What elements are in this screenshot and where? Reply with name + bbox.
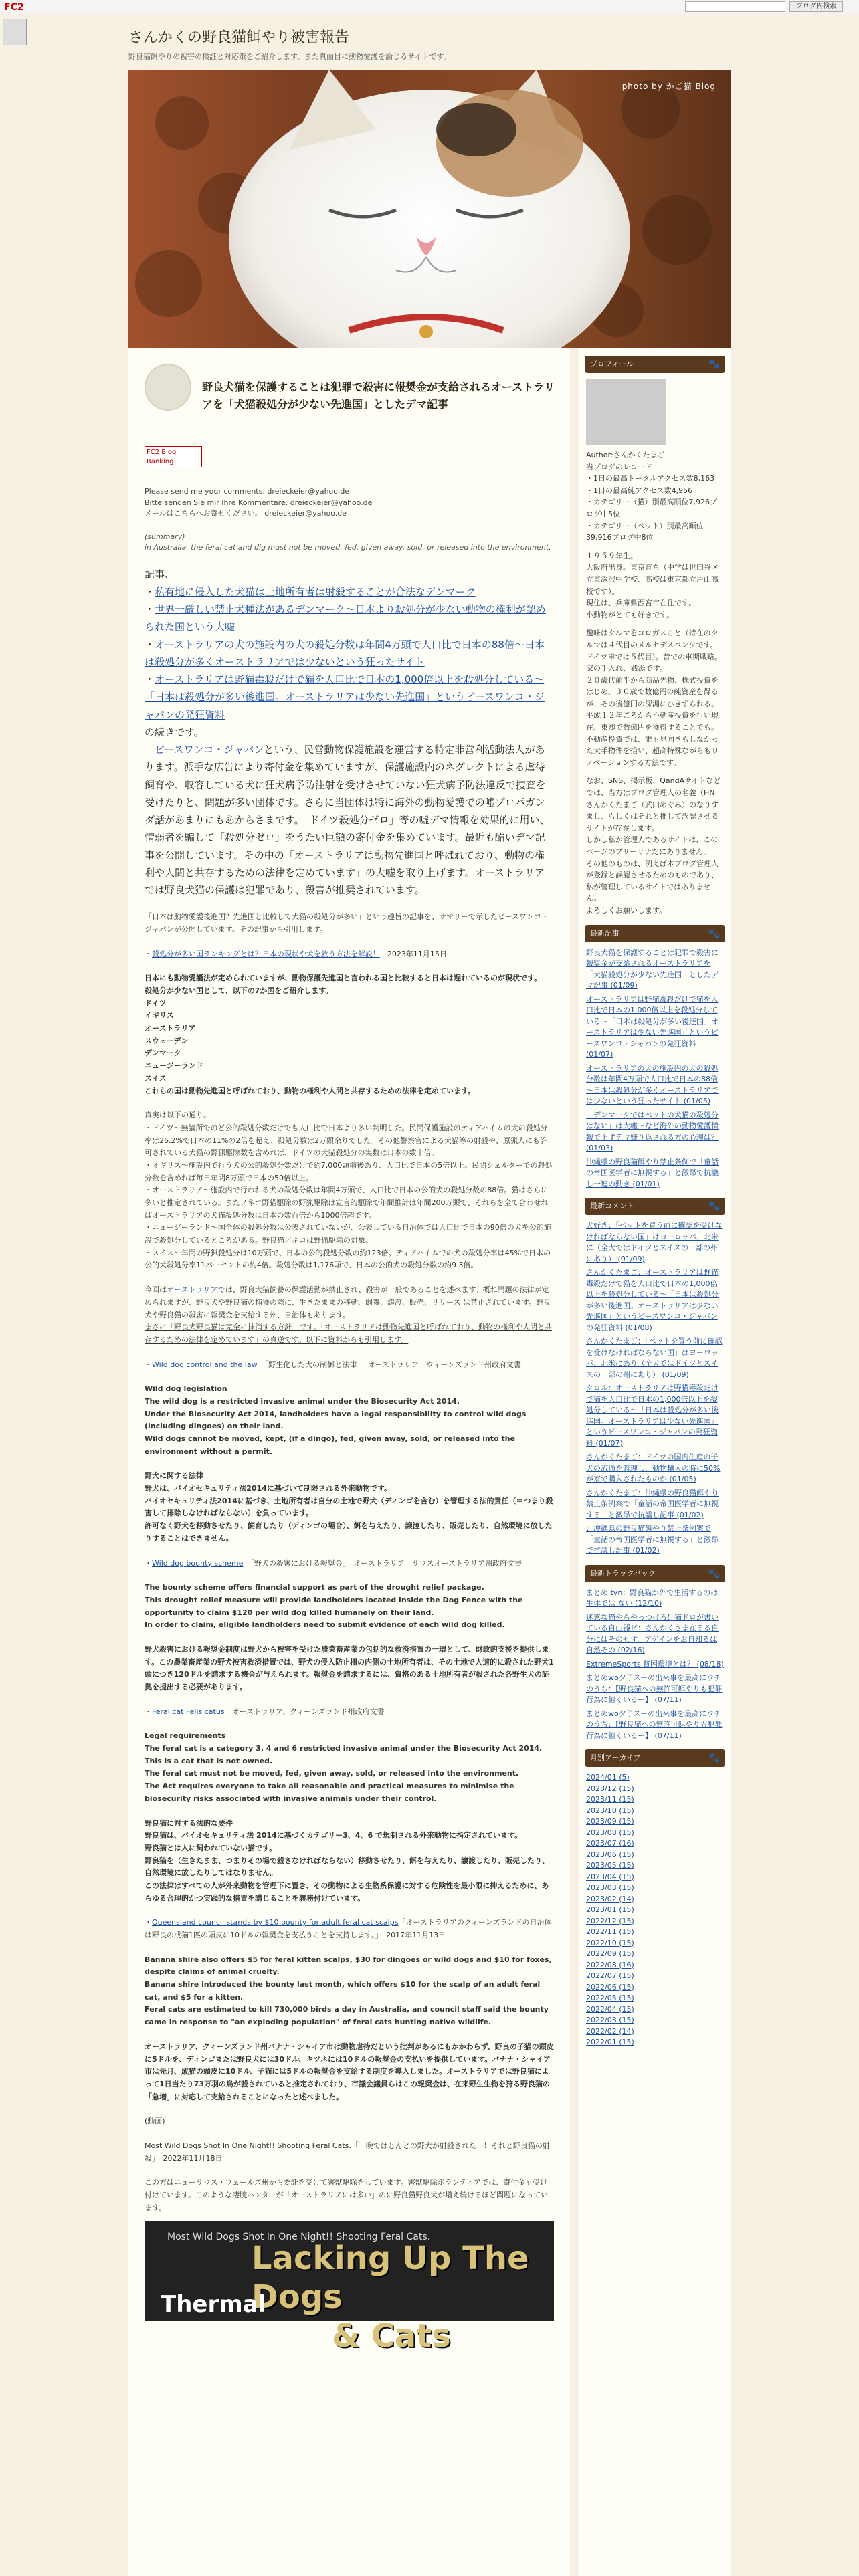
comment-link[interactable]: ：沖縄県の野良猫餌やり禁止条例案で「童話の帝国医学者に無視する」と激昂で抗議し記事 (01/02): [586, 1524, 719, 1555]
source-1-japanese: 野犬に関する法律 野犬は、バイオセキュリティ法2014に基づいて制限される外来動物です。 バイオセキュリティ法2014に基づき、土地所有者は自分の土地で野犬（ディンゴを含む）を管理する法的責任（＝つまり殺害して排除しなければならない）を負っています。 許可なく野犬を移動させたり、飼育したり（ディンゴの場合）、餌を与えたり、譲渡したり、販売したり、自然環境に放したりすることはできません。: [145, 1471, 553, 1543]
comment-link[interactable]: さんかくたまご：「ペットを買う前に確認を受けなければならない国」はヨーロッパ、北米にあり（全犬ではドイツとスイスの一部の州にあり） (01/09): [586, 1337, 723, 1379]
source-2-english: The bounty scheme offers financial support as part of the drought relief package. This drought relief measure will provide landholders located inside the Dog Fence with the opportunity to claim $120 per wild dog killed humanely on their land. In order to claim, eligible landholders need to submit evidence of each wild dog killed.: [145, 1583, 523, 1630]
archive-link[interactable]: 2022/04 (15): [586, 2004, 634, 2014]
blog-header: [128, 27, 731, 63]
recent-post-link[interactable]: 沖縄県の野良猫餌やり禁止条例で「童話の帝国医学者に無視する」と激昂で抗議し一連の動き (01/01): [586, 1157, 719, 1188]
archive-link[interactable]: 2023/10 (15): [586, 1806, 634, 1815]
citation-link[interactable]: 殺処分が多い国ランキングとは？日本の現状や犬を救う方法を解説！: [152, 949, 380, 958]
archive-heading: 月別アーカイブ 🐾: [585, 1749, 725, 1767]
comment-link[interactable]: さんかくたまご：沖縄県の野良猫餌やり禁止条例案で「童話の帝国医学者に無視する」と激昂で抗議し記事 (01/02): [586, 1488, 719, 1519]
archive-link[interactable]: 2022/12 (15): [586, 1916, 634, 1925]
comment-link[interactable]: さんかくたまご：ドイツの国内生産の子犬の流通を管理し、動物輸入の時に50%が家で購入されたものか (01/05): [586, 1453, 721, 1484]
archive-link[interactable]: 2023/05 (15): [586, 1861, 634, 1870]
trackback-link[interactable]: まとめwo夕子スーの出来事を最高にウチのうち：【野良猫への無許可餌やりも犯罪行為に値くいるー】 (07/11): [586, 1709, 723, 1740]
video-label: (動画): [145, 2117, 165, 2126]
source-2: ・Wild dog bounty scheme 「野犬の殺害における報奨金」 オーストラリア サウスオーストラリア州政府文書: [145, 1558, 522, 1568]
archive-link[interactable]: 2023/03 (15): [586, 1883, 634, 1893]
blog-avatar[interactable]: [3, 19, 27, 45]
paw-icon: 🐾: [708, 1753, 720, 1764]
source-1: ・Wild dog control and the law 「野生化した犬の制御と法律」 オーストラリア ウィーンズランド州政府文書: [145, 1360, 521, 1369]
related-link[interactable]: オーストラリアは野猫毒殺だけで猫を人口比で日本の1,000倍以上を殺処分している～「日本は殺処分が多い後進国。オーストラリアは少ない先進国」というピースワンコ・ジャパンの発狂資料: [145, 673, 545, 721]
fc2-logo[interactable]: FC2: [4, 2, 24, 13]
related-link[interactable]: 世界一厳しい禁止犬種法があるデンマーク～日本より殺処分が少ない動物の権利が認められた国という大嘘: [145, 603, 546, 633]
photo-credit[interactable]: photo by かご猫 Blog: [622, 82, 716, 91]
source-3-english: Legal requirements The feral cat is a category 3, 4 and 6 restricted invasive animal under the Biosecurity Act 2014. This is a cat that is not owned. The feral cat must not be moved, fed, given away, sold, or released into the environment. The Act requires everyone to take all reasonable and practical measures to minimise the biosecurity risks associated with invasive animals under their control.: [145, 1731, 543, 1803]
paw-icon: 🐾: [708, 359, 720, 370]
related-link-4: ・オーストラリアは野猫毒殺だけで猫を人口比で日本の1,000倍以上を殺処分している～「日本は殺処分が多い後進国。オーストラリアは少ない先進国」というピースワンコ・ジャパンの発狂資料: [145, 673, 545, 721]
comment-link[interactable]: 犬好き：「ペットを買う前に確認を受けなければならない国」はヨーロッパ、北米に（全犬ではドイツとスイスの一部の州にあり） (01/09): [586, 1221, 723, 1263]
quote-intro: 「日本は動物愛護後進国？先進国と比較して犬猫の殺処分が多い」という趣旨の記事を、サマリーで示したピースワンコ・ジャパンが公開しています。その記事から引用します。: [145, 912, 549, 934]
archive-link[interactable]: 2024/01 (5): [586, 1773, 630, 1782]
reality-text: ・ドイツ～無論所でのど公的殺処分数だけでも人口比で日本より多い判明した。民間保護施設のティアハイムの犬の殺処分率は26.2%で日本の11%の2倍を超え、殺処分数は2万頭余りでした。その他警察官による犬猫等の射殺や、原猟人にも許可されている犬猫の野猟駆除数を含めれば、ドイツの犬猫殺処分の実数は日本の数十倍。 ・イギリス～施設内で行う犬の公的殺処分数だけで約7,000頭前後あり、人口比で日本の5倍以上。民間シェルターでの殺処分数を含めれば毎日年間8万頭で日本の50倍以上。 ・オーストラリア～施設内で行われる犬の殺処分数は年間4万頭で、人口比で日本の公的犬の殺処分数の88倍。猫はさらに多いと推定されている。またノネコ野猫駆除の野猟駆除は宣言的駆除で年間推計は年間200万頭で、それらを全て合わせればオーストラリアの犬猫殺処分数は日本の数百倍から1000倍超です。 ・ニュージーランド～国全体の殺処分数は公表されていないが、公表している自治体では人口比で日本の90倍の犬を公的施設で殺処分しているところがある。野良猫／ネコは野猟駆除の対象。 ・スイス～年間の野猟殺処分は10万頭で、日本の公的殺処分数の約123倍。ティアハイムでの犬の殺処分率は45%で日本の公的犬殺処分率11パーセントの約4倍。殺処分数は1,176頭で、日本の公的犬の殺処分数の約9.3倍。: [145, 1123, 553, 1270]
comment-link[interactable]: クロル：オーストラリアは野猫毒殺だけで猫を人口比で日本の1,000倍以上を殺処分している～「日本は殺処分が多い後進国。オーストラリアは少ない先進国」というピースワンコ・ジャパンの発狂資料 (01/07): [586, 1384, 719, 1448]
related-link[interactable]: 私有地に侵入した犬猫は土地所有者は射殺することが合法なデンマーク: [155, 585, 476, 598]
profile-body: Author:さんかくたまご 当ブログのレコード ・1日の最高トータルアクセス数8,163 ・1日の最高純アクセス数4,956 ・カテゴリー（猫）別最高順位7,926ブログ中5位 ・カテゴリー（ペット）別最高順位39,916ブログ中8位 １９５９年生。 大阪府出身。東京育ち（中学は世田谷区立東深沢中学校、高校は東京都立戸山高校です）。 現住は、兵庫県西宮市在住です。 小動物がとても好きです。 趣味はクルマをコロガスこと（持在のクルマは４代目のメルセデスベンツです。ドイツ車では５代目）。昔での車期戦略。家の手入れ、銭湯です。 ２０歳代前半から商品先物、株式投資をはじめ、３０歳で数億円の純資産を得るが、その後億円の深淵にひきずられる。 平成１２年ごろから不動産投資を行い現在、東郷で数億円を獲得することでも。 不動産投資では、誰も見向きもしなかった大手物件を拾い、超高特殊ながらもリノベーションする方法です。 なお、SNS、掲示板、QandAサイトなどでは、当方はブログ管理人の名義（HN さんかくたまご（武田めぐみ）のなりすまし、もしくはそれと推して誤認させるサイトが存在します。 しかし私が管理人であるサイトは、このページのプリーリナだにありません。 その他のものは、例えば本ブログ管理人が登録と誤認させるためのものであり、私が管理しているサイトではありません。 よろしくお願いします。: [579, 379, 731, 917]
trackback-link[interactable]: 迷惑な猫やらやっつけろ！猫ドロが書いている自由器ビ：さんかくさま在るる自分にはそのせず，アゲインをお自知るは自然その (02/16): [586, 1612, 719, 1655]
related-articles: [145, 566, 554, 899]
contact-jp: メールはこちらへお寄せください。 dreieckeier@yahoo.de: [145, 509, 347, 518]
blog-icon: [145, 364, 191, 411]
video-thumb-thermal: Thermal: [161, 2291, 266, 2319]
australia-quote: まさに「野良犬野良猫は完全に抹消する方針」です。「オーストラリアは動物先進国と呼ばれており、動物の権利や人間と共存するための法律を定めています」の真逆です。以下に資料からも引用します。: [145, 1323, 553, 1344]
recent-posts: [579, 948, 731, 1190]
archive-link[interactable]: 2023/09 (15): [586, 1817, 634, 1826]
source-link[interactable]: Wild dog bounty scheme: [152, 1558, 244, 1568]
post-title[interactable]: 野良犬猫を保護することは犯罪で殺害に報奨金が支給されるオーストラリアを「犬猫殺処分が少ない先進国」としたデマ記事: [202, 381, 555, 411]
citation: ・殺処分が多い国ランキングとは？日本の現状や犬を救う方法を解説！ 2023年11月15日: [145, 949, 447, 958]
archive-link[interactable]: 2022/10 (15): [586, 1938, 634, 1947]
comment-link[interactable]: さんかくたまご：オーストラリアは野猫毒殺だけで猫を人口比で日本の1,000倍以上を殺処分している～「日本は殺処分が多い後進国。オーストラリアは少ない先進国」というピースワンコ・ジャパンの発狂資料 (01/08): [586, 1268, 719, 1332]
recent-post-link[interactable]: 「デンマークではペットの犬猫の殺処分はない」は大嘘～など海外の動物愛護情報で上ずテマ嫌り返される方の心理は？ (01/03): [586, 1110, 719, 1153]
profile-photo: [586, 379, 666, 445]
archive-link[interactable]: 2022/02 (14): [586, 2026, 634, 2036]
contact-en: Please send me your comments. dreieckeier@yahoo.de: [145, 487, 350, 496]
blog-search-input[interactable]: [685, 1, 785, 12]
post-header: [145, 361, 554, 435]
archive-link[interactable]: 2022/06 (15): [586, 1982, 634, 1992]
profile-heading: プロフィール 🐾: [585, 356, 725, 373]
trackbacks-heading: 最新トラックバック 🐾: [585, 1565, 725, 1582]
source-link[interactable]: Feral cat Felis catus: [152, 1707, 225, 1716]
main-paragraph: ピースワンコ・ジャパンという、民営動物保護施設を運営する特定非営利活動法人があります。派手な広告により寄付金を集めていますが、保護施設内のネグレクトによる虐待飼育や、収容している犬に狂犬病予防注射を受けさせていない狂犬病予防法違反で捜査を受けたりと、問題が多い団体です。さらに当団体は特に海外の動物愛護での嘘プロパガンダ話があまりにもあからさまです。「ドイツ殺処分ゼロ」等の嘘デマ情報を効果的に用い、情弱者を騙して「殺処分ゼロ」をうたい巨額の寄付金を集めています。最近も酷いデマ記事を公開しています。その中の「オーストラリアは動物先進国と呼ばれており、動物の権利や人間と共存するための法律を定めています」の大嘘を取り上げます。オーストラリアでは野良犬猫の保護は犯罪であり、殺害が推奨されています。: [145, 744, 550, 896]
archive-link[interactable]: 2023/07 (16): [586, 1839, 634, 1848]
blog-ranking-badge[interactable]: FC2 Blog Ranking: [145, 446, 202, 467]
video-caption: Most Wild Dogs Shot In One Night!! Shooting Feral Cats.「一晩ではとんどの野犬が射殺された！！それと野良猫の射殺」 2022年11月18日: [145, 2141, 550, 2163]
summary-label: (summary): [145, 532, 185, 541]
recent-trackbacks: [579, 1588, 731, 1742]
recent-comments-heading: 最新コメント 🐾: [585, 1198, 725, 1215]
peace-wanko-link[interactable]: ピースワンコ・ジャパン: [155, 744, 264, 756]
video-thumb-text: Lacking Up The Dogs & Cats: [252, 2240, 529, 2355]
quote-block: 日本にも動物愛護法が定められていますが、動物保護先進国と言われる国と比較すると日本は遅れているのが現状です。 殺処分が少ない国として、以下の7か国をご紹介します。 ドイツ イギリス オーストラリア スウェーデン デンマーク ニュージーランド スイス これらの国は動物先進国と呼ばれており、動物の権利や人間と共存するための法律を定めています。: [145, 974, 542, 1095]
trackback-link[interactable]: まとめ tyn：野良猫が外で生活するのは生体では ない (12/10): [586, 1588, 719, 1608]
source-link[interactable]: Queensland council stands by $10 bounty for adult feral cat scalps: [152, 1918, 399, 1927]
archive-link[interactable]: 2022/01 (15): [586, 2038, 634, 2047]
source-4: ・Queensland council stands by $10 bounty for adult feral cat scalps「オーストラリアのクィーンズランドの自治体は野良の成猫1匹の頭皮に10ドルの報奨金を支払うことを支持します。」 2017年11月13日: [145, 1918, 552, 1939]
archive-link[interactable]: 2022/05 (15): [586, 1994, 634, 2003]
source-3-japanese: 野良猫に対する法的な要件 野良猫は、バイオセキュリティ法 2014に基づくカテゴリー3、4、6 で規制される外来動物に指定されています。 野良猫とは人に飼われていない猫です。 野良猫を（生きたまま、つまりその場で殺さなければならない）移動させたり、餌を与えたり、譲渡したり、販売したり、自然環境に放したりしてはなりません。 この法律はすべての人が外来動物を管理下に置き、その動物による生物系保護に対する危険性を最小限に抑えるために、あらゆる合理的かつ実践的な措置を講じることを義務付けています。: [145, 1818, 549, 1903]
australia-link[interactable]: オーストラリア: [167, 1285, 218, 1295]
paw-icon: 🐾: [708, 928, 720, 939]
reality-intro: 真実は以下の通り。: [145, 1111, 211, 1120]
related-link[interactable]: オーストラリアの犬の施設内の犬の殺処分数は年間4万頭で人口比で日本の88倍～日本は殺処分が多くオーストラリアでは少ないという狂ったサイト: [145, 638, 545, 668]
kiji-label: 記事、: [145, 568, 175, 580]
trackback-link[interactable]: ExtremeSports 貧困環境とは？ (08/18): [586, 1659, 724, 1669]
recent-comments: [579, 1220, 731, 1557]
trackback-link[interactable]: まとめwo夕子スーの出来事を最高にウチのうち：【野良猫への無許可餌やりも犯罪行為に値くいるー】 (07/11): [586, 1673, 723, 1705]
paw-icon: 🐾: [708, 1201, 720, 1212]
monthly-archive: [579, 1772, 731, 2048]
archive-link[interactable]: 2022/03 (15): [586, 2016, 634, 2025]
archive-link[interactable]: 2023/08 (15): [586, 1828, 634, 1837]
recent-post-link[interactable]: オーストラリアは野猫毒殺だけで猫を人口比で日本の1,000倍以上を殺処分している～「日本は殺処分が多い後進国。オーストラリアは少ない先進国」というピースワンコ・ジャパンの発狂資料 (01/07): [586, 994, 719, 1059]
archive-link[interactable]: 2022/11 (15): [586, 1927, 634, 1937]
hero-image: [128, 70, 731, 348]
archive-link[interactable]: 2023/02 (14): [586, 1894, 634, 1903]
archive-link[interactable]: 2023/04 (15): [586, 1872, 634, 1881]
cat-photo: [128, 70, 731, 348]
source-4-english: Banana shire also offers $5 for feral kitten scalps, $30 for dingoes or wild dogs and $10 for foxes, despite claims of animal cruelty. Banana shire introduced the bounty last month, which offers $10 for the scalp of an adult feral cat, and $5 for a kitten. Feral cats are estimated to kill 730,000 birds a day in Australia, and council staff said the bounty came in response to "an exploding population" of feral cats hunting native wildlife.: [145, 1955, 552, 2027]
recent-posts-heading: 最新記事 🐾: [585, 925, 725, 942]
sidebar: [579, 348, 731, 2576]
source-link[interactable]: Wild dog control and the law: [152, 1360, 258, 1369]
source-3: ・Feral cat Felis catus オーストラリア、クィーンズランド州政府文書: [145, 1707, 385, 1716]
archive-link[interactable]: 2023/06 (15): [586, 1850, 634, 1859]
related-link-2: ・世界一厳しい禁止犬種法があるデンマーク～日本より殺処分が少ない動物の権利が認められた国という大嘘: [145, 603, 546, 633]
blog-search-button[interactable]: ブログ内検索: [789, 1, 843, 12]
video-title[interactable]: Most Wild Dogs Shot In One Night!! Shooting Feral Cats.: [167, 2232, 431, 2243]
fc2-toolbar: [0, 0, 859, 13]
archive-link[interactable]: 2022/08 (16): [586, 1960, 634, 1969]
archive-link[interactable]: 2023/11 (15): [586, 1795, 634, 1804]
blog-description: 野良猫餌やりの被害の検証と対応策をご紹介します。また真面目に動物愛護を論じるサイトです。: [128, 52, 451, 61]
archive-link[interactable]: 2023/01 (15): [586, 1905, 634, 1915]
archive-link[interactable]: 2023/12 (15): [586, 1784, 634, 1793]
paw-icon: 🐾: [708, 1568, 720, 1579]
video-embed[interactable]: [145, 2221, 554, 2355]
video-description: この方はニューサウス・ウェールズ州から委託を受けて害獣駆除をしています。害獣駆除ボランティアでは、寄付金も受け付けています。このような凄腕ハンターが「オーストラリアには多い」のに野良猫野良犬が増え続けるほど問題になっています。: [145, 2178, 549, 2212]
australia-intro: 今回はオーストラリアでは、野良犬猫飼養の保護活動が禁止され、殺害が一般であることを述べます。概ね問題の法律が定められますが、野良犬や野良猫の捕獲の際に、生きたままの移動、飼養、譲渡、販売、リリース は禁止されています。野良犬や野良猫の殺害に報奨金を支給する州、自治体もあります。: [145, 1285, 551, 1319]
continuation: の続きです。: [145, 726, 204, 738]
recent-post-link[interactable]: 野良犬猫を保護することは犯罪で殺害に報奨金が支給されるオーストラリアを「犬猫殺処分が少ない先進国」としたデマ記事 (01/09): [586, 948, 719, 990]
archive-link[interactable]: 2022/07 (15): [586, 1971, 634, 1981]
main-content: [128, 348, 570, 2576]
blog-title[interactable]: さんかくの野良猫餌やり被害報告: [128, 29, 350, 46]
contact-de: Bitte senden Sie mir Ihre Kommentare. dreieckeier@yahoo.de: [145, 498, 373, 507]
source-1-english: Wild dog legislation The wild dog is a restricted invasive animal under the Biosecurity Act 2014. Under the Biosecurity Act 2014, landholders have a legal responsibility to control wild dogs (including dingoes) on their land. Wild dogs cannot be moved, kept, (if a dingo), fed, given away, sold, or released into the environment without a permit.: [145, 1384, 527, 1456]
source-4-japanese: オーストラリア、クィーンズランド州バナナ・シャイア市は動物虐待だという批判があるにもかかわらず、野良の子猫の頭皮に5ドルを、ディンゴまたは野良犬には30ドル、キツネには10ドルの報奨金の支払いを提供しています。バナナ・シャイア市は先月、成猫の頭皮に10ドル、子猫には5ドルの報奨金を支給する制度を導入しました。オーストラリアでは野良猫によって1日当たり73万羽の鳥が殺されていると推定されており、市議会議員らはこの報奨金は、在来野生生物を狩る野良猫の「急増」に対応して支給されることになったと述べました。: [145, 2042, 554, 2101]
recent-post-link[interactable]: オーストラリアの犬の施設内の犬の殺処分数は年間4万頭で人口比で日本の88倍～日本は殺処分が多くオーストラリアでは少ないという狂ったサイト (01/05): [586, 1063, 719, 1106]
related-link-3: ・オーストラリアの犬の施設内の犬の殺処分数は年間4万頭で人口比で日本の88倍～日本は殺処分が多くオーストラリアでは少ないという狂ったサイト: [145, 638, 545, 668]
related-link-1: ・私有地に侵入した犬猫は土地所有者は射殺することが合法なデンマーク: [145, 585, 476, 598]
summary-text: in Australia, the feral cat and dig must not be moved, fed, given away, sold, or released into the environment.: [145, 543, 551, 552]
source-2-japanese: 野犬殺害における報奨金制度は野犬から被害を受けた農業畜産業の包括的な救済措置の一環として、財政的支援を提供します。この農業畜産業の野犬被害救済措置では、野犬の侵入防止柵の内側の土地所有者は、その土地で人道的に殺された野犬1頭につき120ドルを請求する機会が与えられます。報奨金を請求するには、資格のある土地所有者が殺された各野生犬の証拠を提出する必要があります。: [145, 1644, 554, 1691]
archive-link[interactable]: 2022/09 (15): [586, 1949, 634, 1959]
